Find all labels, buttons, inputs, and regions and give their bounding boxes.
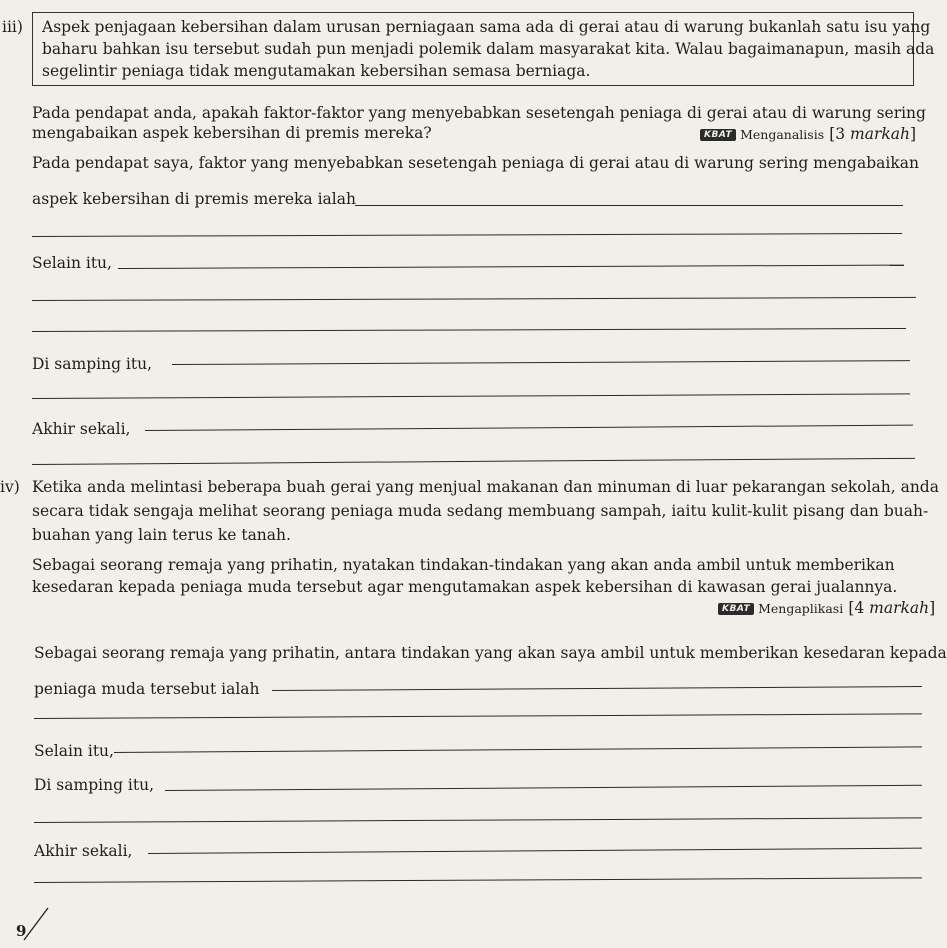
answer-line[interactable] bbox=[32, 393, 910, 399]
skill-label: Menganalisis bbox=[740, 127, 825, 142]
stimulus-line-2: baharu bahkan isu tersebut sudah pun menjadi polemik dalam masyarakat kita. Walau bagaimanapun, masih ada bbox=[42, 40, 935, 58]
marks-value: [4 markah] bbox=[848, 599, 936, 617]
selain-itu-label: Selain itu, bbox=[34, 742, 114, 760]
di-samping-itu-label: Di samping itu, bbox=[32, 355, 153, 373]
answer-line[interactable] bbox=[114, 746, 922, 753]
akhir-sekali-label: Akhir sekali, bbox=[34, 842, 133, 860]
question-iii-line-2: mengabaikan aspek kebersihan di premis mereka? bbox=[32, 124, 432, 142]
answer-iii-line-1: Pada pendapat saya, faktor yang menyebabkan sesetengah peniaga di gerai atau di warung sering mengabaikan bbox=[32, 154, 919, 172]
kbat-badge: KBAT bbox=[718, 603, 754, 615]
answer-line[interactable] bbox=[32, 233, 902, 237]
answer-line[interactable] bbox=[32, 297, 916, 301]
answer-line[interactable] bbox=[172, 360, 910, 365]
question-iii-line-1: Pada pendapat anda, apakah faktor-faktor yang menyebabkan sesetengah peniaga di gerai atau di warung sering bbox=[32, 104, 926, 122]
marks-label-iii bbox=[700, 124, 916, 143]
question-number-iii: iii) bbox=[2, 18, 23, 36]
stimulus-line-1: Aspek penjagaan kebersihan dalam urusan perniagaan sama ada di gerai atau di warung bukanlah satu isu yang bbox=[42, 18, 931, 36]
kbat-badge: KBAT bbox=[700, 129, 736, 141]
scenario-line-2: secara tidak sengaja melihat seorang peniaga muda sedang membuang sampah, iaitu kulit-kulit pisang dan buah- bbox=[32, 502, 929, 520]
answer-line[interactable] bbox=[145, 425, 913, 431]
answer-line[interactable] bbox=[272, 686, 922, 691]
question-iv-line-1: Sebagai seorang remaja yang prihatin, nyatakan tindakan-tindakan yang akan anda ambil untuk memberikan bbox=[32, 556, 895, 574]
skill-label: Mengaplikasi bbox=[758, 601, 844, 616]
answer-line[interactable] bbox=[165, 785, 922, 791]
answer-line[interactable] bbox=[34, 713, 922, 719]
marks-label-iv bbox=[718, 598, 935, 617]
scenario-line-1: Ketika anda melintasi beberapa buah gerai yang menjual makanan dan minuman di luar pekarangan sekolah, anda bbox=[32, 478, 939, 496]
answer-line[interactable] bbox=[32, 328, 906, 332]
marks-value: [3 markah] bbox=[829, 125, 917, 143]
answer-iii-line-2: aspek kebersihan di premis mereka ialah bbox=[32, 190, 356, 208]
akhir-sekali-label: Akhir sekali, bbox=[32, 420, 131, 438]
answer-line[interactable] bbox=[34, 817, 922, 823]
answer-line[interactable] bbox=[355, 205, 903, 206]
di-samping-itu-label: Di samping itu, bbox=[34, 776, 155, 794]
answer-line[interactable] bbox=[32, 458, 915, 465]
answer-line[interactable] bbox=[34, 877, 922, 883]
scenario-line-3: buahan yang lain terus ke tanah. bbox=[32, 526, 291, 544]
answer-line[interactable] bbox=[148, 848, 922, 854]
question-number-iv: iv) bbox=[0, 478, 20, 496]
page-number: 9 bbox=[16, 922, 27, 940]
selain-itu-label: Selain itu, bbox=[32, 254, 112, 272]
answer-iv-line-2: peniaga muda tersebut ialah bbox=[34, 680, 260, 698]
answer-iv-line-1: Sebagai seorang remaja yang prihatin, antara tindakan yang akan saya ambil untuk memberikan kesedaran kepada bbox=[34, 644, 947, 662]
stimulus-line-3: segelintir peniaga tidak mengutamakan kebersihan semasa berniaga. bbox=[42, 62, 591, 80]
question-iv-line-2: kesedaran kepada peniaga muda tersebut agar mengutamakan aspek kebersihan di kawasan gerai jualannya. bbox=[32, 578, 898, 596]
answer-line[interactable] bbox=[118, 265, 904, 269]
slash-mark bbox=[18, 904, 58, 944]
